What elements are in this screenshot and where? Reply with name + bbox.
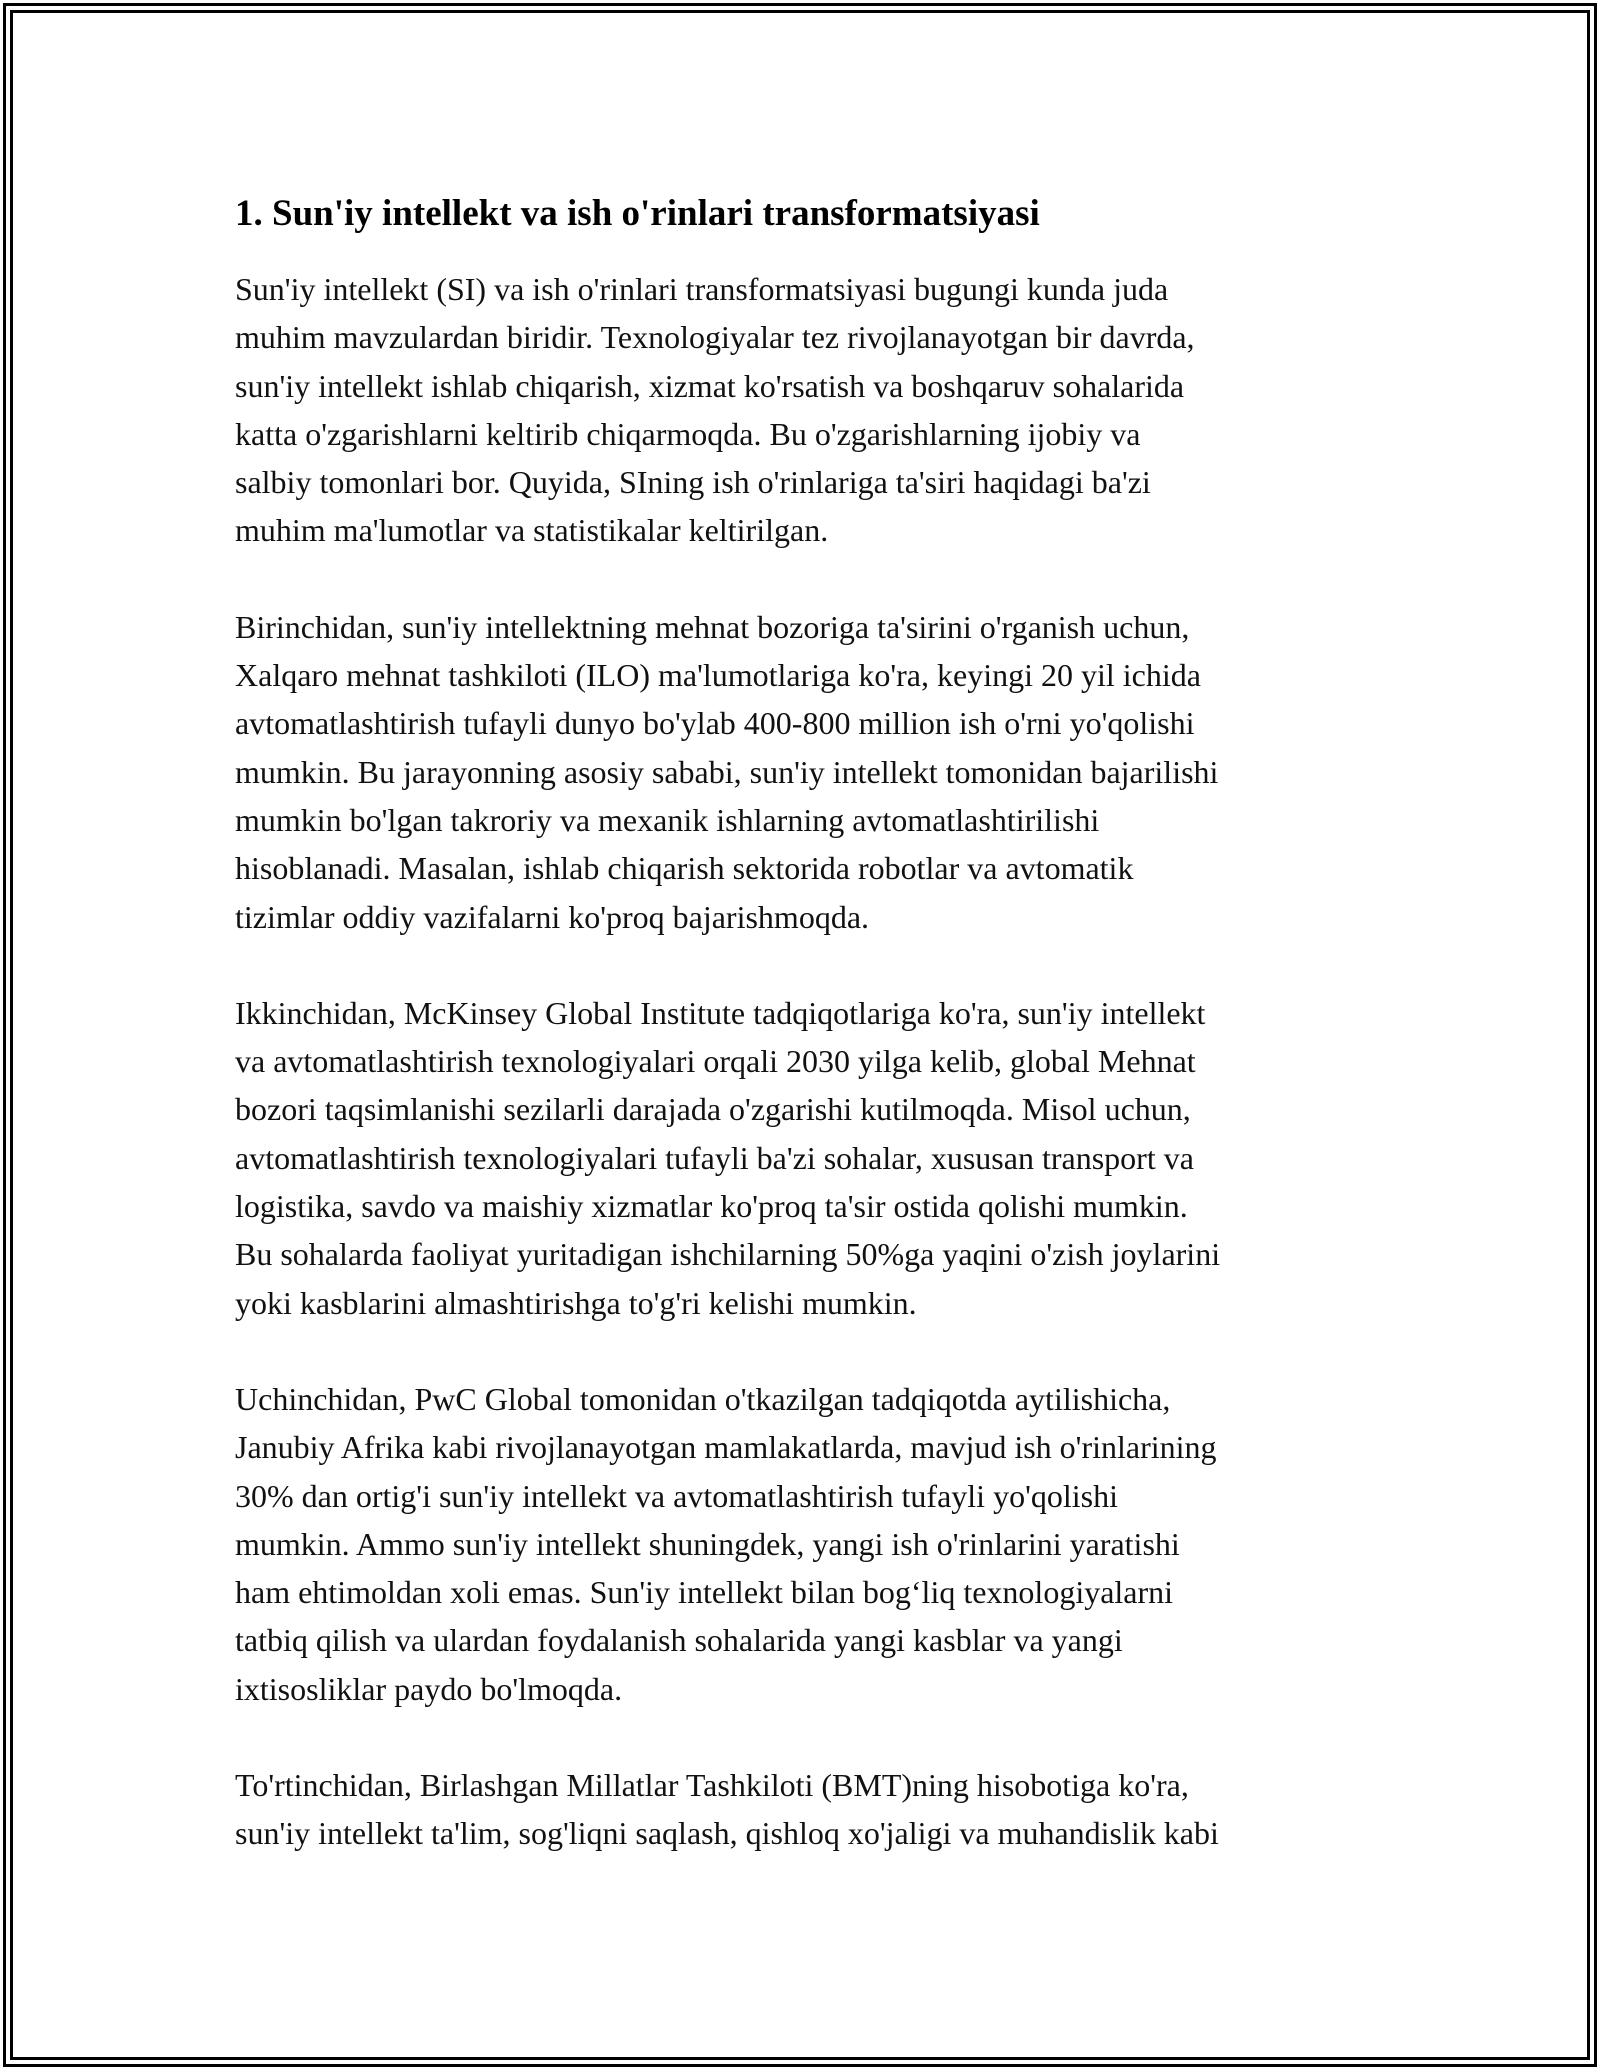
paragraph-line: yoki kasblarini almashtirishga to'g'ri kelishi mumkin. <box>235 1284 917 1321</box>
paragraph-line: 30% dan ortig'i sun'iy intellekt va avtomatlashtirish tufayli yo'qolishi <box>235 1477 1118 1514</box>
paragraph-line: salbiy tomonlari bor. Quyida, SIning ish o'rinlariga ta'siri haqidagi ba'zi <box>235 464 1151 501</box>
paragraph-line: katta o'zgarishlarni keltirib chiqarmoqda. Bu o'zgarishlarning ijobiy va <box>235 415 1141 452</box>
paragraph-line: mumkin. Ammo sun'iy intellekt shuningdek, yangi ish o'rinlarini yaratishi <box>235 1525 1180 1562</box>
paragraph-line: avtomatlashtirish texnologiyalari tufayli ba'zi sohalar, xususan transport va <box>235 1139 1194 1176</box>
paragraph-line: sun'iy intellekt ishlab chiqarish, xizmat ko'rsatish va boshqaruv sohalarida <box>235 367 1185 404</box>
paragraph-intro <box>235 265 1375 555</box>
paragraph-fourth <box>235 1761 1375 1858</box>
paragraph-line: Janubiy Afrika kabi rivojlanayotgan mamlakatlarda, mavjud ish o'rinlarining <box>235 1429 1217 1466</box>
document-body <box>235 185 1375 1906</box>
paragraph-line: Birinchidan, sun'iy intellektning mehnat bozoriga ta'sirini o'rganish uchun, <box>235 608 1190 645</box>
paragraph-line: muhim ma'lumotlar va statistikalar keltirilgan. <box>235 512 829 549</box>
paragraph-line: Xalqaro mehnat tashkiloti (ILO) ma'lumotlariga ko'ra, keyingi 20 yil ichida <box>235 657 1201 694</box>
paragraph-line: muhim mavzulardan biridir. Texnologiyalar tez rivojlanayotgan bir davrda, <box>235 319 1195 356</box>
paragraph-third <box>235 1375 1375 1713</box>
paragraph-line: mumkin. Bu jarayonning asosiy sababi, sun'iy intellekt tomonidan bajarilishi <box>235 753 1219 790</box>
paragraph-line: logistika, savdo va maishiy xizmatlar ko'proq ta'sir ostida qolishi mumkin. <box>235 1188 1188 1225</box>
paragraph-line: ham ehtimoldan xoli emas. Sun'iy intellekt bilan bog‘liq texnologiyalarni <box>235 1574 1174 1611</box>
paragraph-line: va avtomatlashtirish texnologiyalari orqali 2030 yilga kelib, global Mehnat <box>235 1043 1196 1080</box>
paragraph-line: Bu sohalarda faoliyat yuritadigan ishchilarning 50%ga yaqini o'zish joylarini <box>235 1236 1221 1273</box>
paragraph-line: ixtisosliklar paydo bo'lmoqda. <box>235 1670 623 1707</box>
paragraph-line: sun'iy intellekt ta'lim, sog'liqni saqlash, qishloq xo'jaligi va muhandislik kabi <box>235 1815 1219 1852</box>
paragraph-line: To'rtinchidan, Birlashgan Millatlar Tashkiloti (BMT)ning hisobotiga ko'ra, <box>235 1767 1189 1804</box>
paragraph-line: Uchinchidan, PwC Global tomonidan o'tkazilgan tadqiqotda aytilishicha, <box>235 1380 1171 1417</box>
paragraph-line: tizimlar oddiy vazifalarni ko'proq bajarishmoqda. <box>235 898 870 935</box>
paragraph-line: bozori taqsimlanishi sezilarli darajada o'zgarishi kutilmoqda. Misol uchun, <box>235 1091 1191 1128</box>
paragraph-second <box>235 989 1375 1327</box>
paragraph-line: Ikkinchidan, McKinsey Global Institute tadqiqotlariga ko'ra, sun'iy intellekt <box>235 994 1206 1031</box>
paragraph-line: mumkin bo'lgan takroriy va mexanik ishlarning avtomatlashtirilishi <box>235 801 1100 838</box>
section-title: 1. Sun'iy intellekt va ish o'rinlari transformatsiyasi <box>235 193 1040 234</box>
paragraph-line: avtomatlashtirish tufayli dunyo bo'ylab 400-800 million ish o'rni yo'qolishi <box>235 705 1195 742</box>
paragraph-line: Sun'iy intellekt (SI) va ish o'rinlari transformatsiyasi bugungi kunda juda <box>235 271 1169 307</box>
paragraph-line: tatbiq qilish va ulardan foydalanish sohalarida yangi kasblar va yangi <box>235 1622 1123 1659</box>
paragraph-first <box>235 603 1375 941</box>
paragraph-line: hisoblanadi. Masalan, ishlab chiqarish sektorida robotlar va avtomatik <box>235 850 1134 887</box>
